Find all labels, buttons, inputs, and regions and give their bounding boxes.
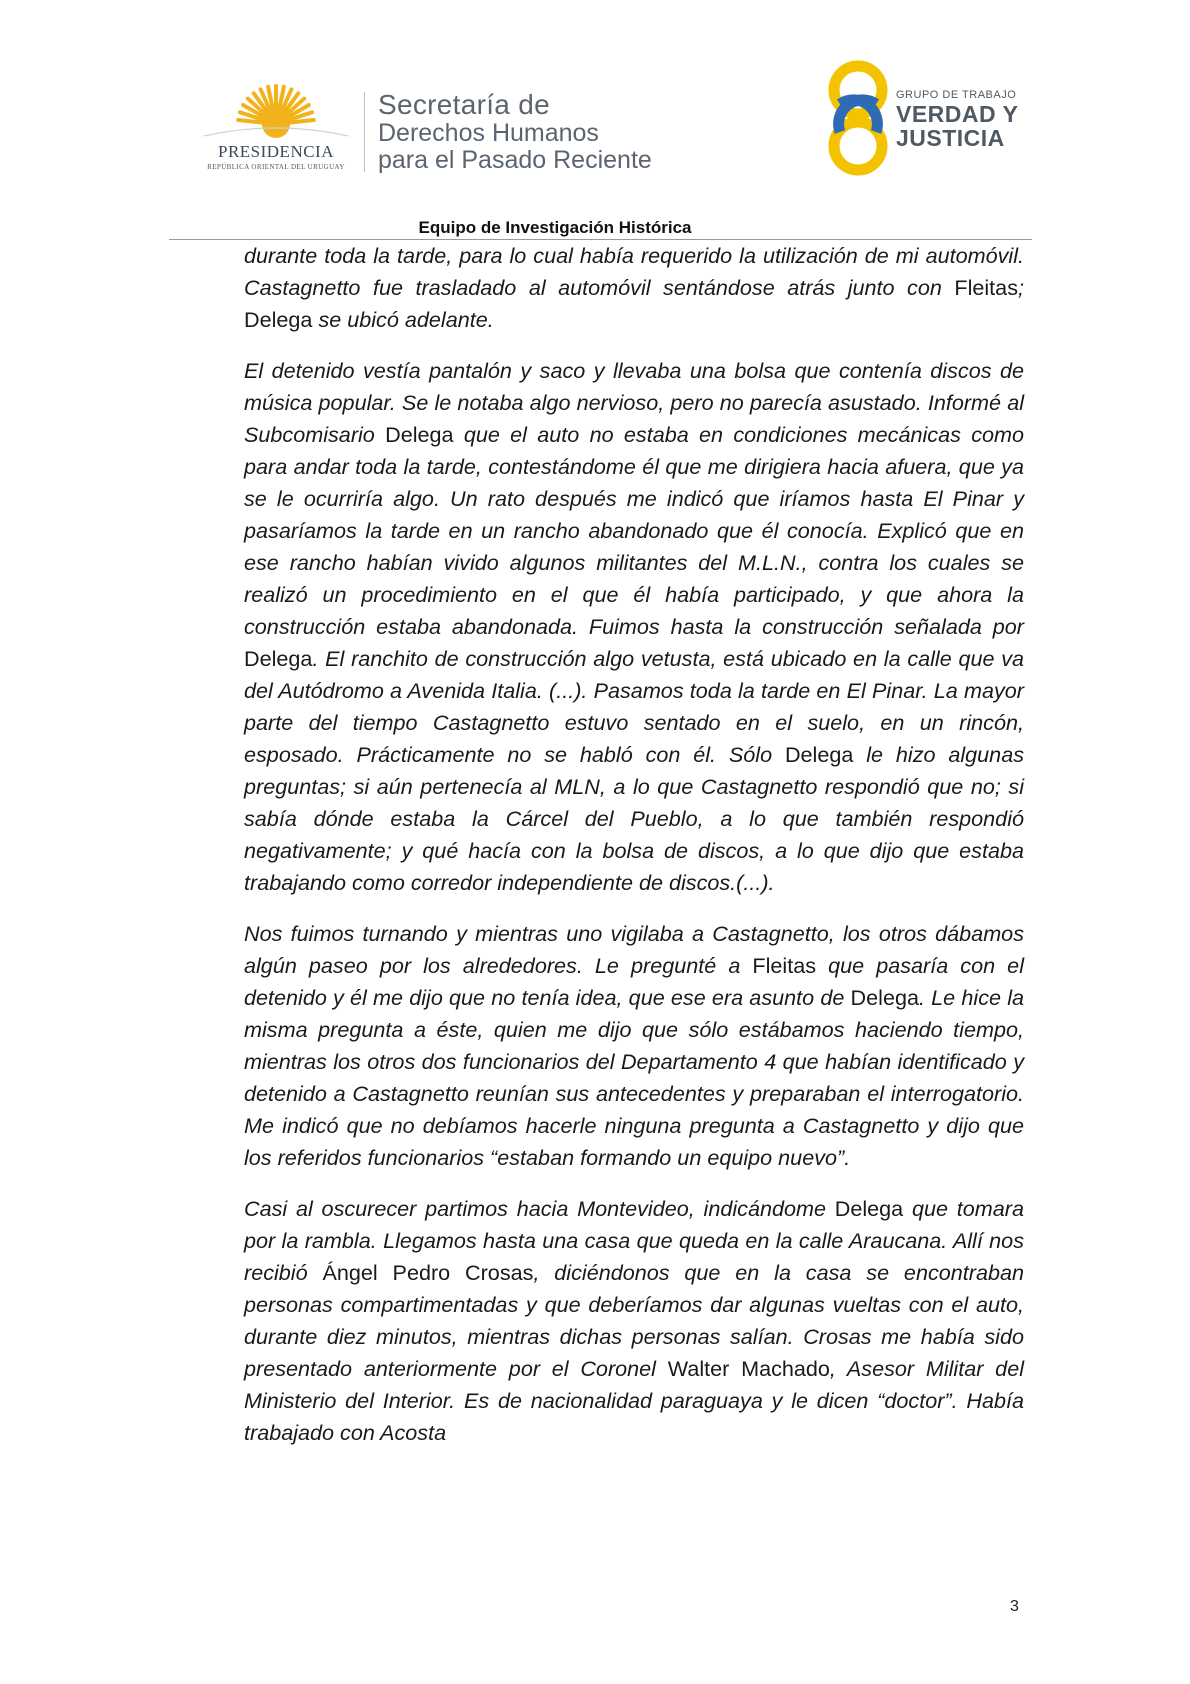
- paragraph: Nos fuimos turnando y mientras uno vigilaba a Castagnetto, los otros dábamos algún paseo por los alrededores. Le pregunté a Fleitas que pasaría con el detenido y él me dijo que no tenía idea, que ese era asunto de Delega. Le hice la misma pregunta a éste, quien me dijo que sólo estábamos haciendo tiempo, mientras los otros dos funcionarios del Departamento 4 que habían identificado y detenido a Castagnetto reunían sus antecedentes y preparaban el interrogatorio. Me indicó que no debíamos hacerle ninguna pregunta a Castagnetto y dijo que los referidos funcionarios “estaban formando un equipo nuevo”.: [244, 921, 1024, 1170]
- paragraph: durante toda la tarde, para lo cual había requerido la utilización de mi automóvil. Castagnetto fue trasladado al automóvil sentándose atrás junto con Fleitas; Delega se ubicó adelante.: [244, 243, 1024, 332]
- presidencia-logo: [196, 80, 356, 180]
- presidencia-name: PRESIDENCIA: [217, 142, 334, 161]
- paragraph: Casi al oscurecer partimos hacia Montevideo, indicándome Delega que tomara por la rambla. Llegamos hasta una casa que queda en la calle Araucana. Allí nos recibió Ángel Pedro Crosas, diciéndonos que en la casa se encontraban personas compartimentadas y que deberíamos dar algunas vueltas con el auto, durante diez minutos, mientras dichas personas salían. Crosas me había sido presentado anteriormente por el Coronel Walter Machado, Asesor Militar del Ministerio del Interior. Es de nacionalidad paraguaya y le dicen “doctor”. Había trabajado con Acosta: [244, 1196, 1025, 1445]
- secretaria-line1: Secretaría de: [378, 89, 550, 120]
- paragraph: El detenido vestía pantalón y saco y llevaba una bolsa que contenía discos de música popular. Se le notaba algo nervioso, pero no parecía asustado. Informé al Subcomisario Delega que el auto no estaba en condiciones mecánicas como para andar toda la tarde, contestándome él que me dirigiera hacia afuera, que ya se le ocurriría algo. Un rato después me indicó que iríamos hasta El Pinar y pasaríamos la tarde en un rancho abandonado que él conocía. Explicó que en ese rancho habían vivido algunos militantes del M.L.N., contra los cuales se realizó un procedimiento en el que él había participado, y que ahora la construcción estaba abandonada. Fuimos hasta la construcción señalada por Delega. El ranchito de construcción algo vetusta, está ubicado en la calle que va del Autódromo a Avenida Italia. (...). Pasamos toda la tarde en El Pinar. La mayor parte del tiempo Castagnetto estuvo sentado en el suelo, en un rincón, esposado. Prácticamente no se habló con él. Sólo Delega le hizo algunas preguntas; si aún pertenecía al MLN, a lo que Castagnetto respondió que no; si sabía dónde estaba la Cárcel del Pueblo, a lo que también respondió negativamente; y qué hacía con la bolsa de discos, a lo que dijo que estaba trabajando como corredor independiente de discos.(...).: [244, 358, 1024, 895]
- sun-icon: [196, 80, 356, 140]
- page-header: [0, 0, 1190, 250]
- presidencia-subtitle: REPÚBLICA ORIENTAL DEL URUGUAY: [207, 163, 345, 171]
- verdad-justicia-logo: [818, 56, 1028, 182]
- rings-icon: [818, 56, 898, 182]
- secretaria-line2: Derechos Humanos: [378, 119, 599, 147]
- secretaria-title: [378, 90, 652, 174]
- grupo-text: [896, 88, 1018, 150]
- grupo-line1: GRUPO DE TRABAJO: [896, 89, 1017, 101]
- document-body: [244, 240, 1024, 1468]
- header-divider: [364, 92, 365, 172]
- secretaria-line3: para el Pasado Reciente: [378, 146, 652, 174]
- equipo-heading: Equipo de Investigación Histórica: [418, 218, 692, 237]
- grupo-line2: VERDAD Y: [896, 101, 1019, 127]
- page-number: 3: [1010, 1598, 1019, 1615]
- grupo-line3: JUSTICIA: [896, 125, 1005, 151]
